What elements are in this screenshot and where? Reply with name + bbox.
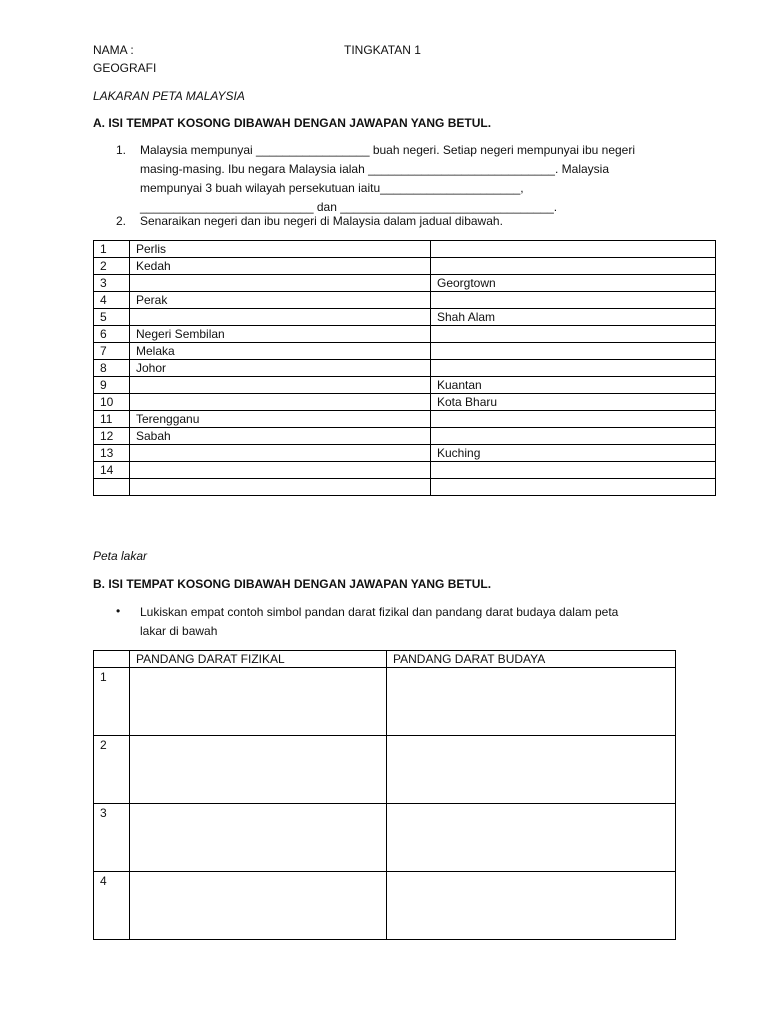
capital-cell[interactable]: Kuching — [431, 445, 716, 462]
row-number: 11 — [94, 411, 130, 428]
budaya-drawing-cell[interactable] — [387, 668, 676, 736]
row-number: 8 — [94, 360, 130, 377]
page-title: LAKARAN PETA MALAYSIA — [93, 89, 245, 103]
row-number: 2 — [94, 258, 130, 275]
fizikal-drawing-cell[interactable] — [130, 736, 387, 804]
row-number: 3 — [94, 275, 130, 292]
capital-cell[interactable] — [431, 360, 716, 377]
name-label: NAMA : — [93, 43, 134, 57]
row-number: 2 — [94, 736, 130, 804]
table-row — [94, 360, 716, 377]
subject-label: GEOGRAFI — [93, 61, 157, 75]
form-level-label: TINGKATAN 1 — [344, 43, 421, 57]
capital-cell[interactable] — [431, 411, 716, 428]
state-cell[interactable]: Perlis — [130, 241, 431, 258]
instruction-line-2: lakar di bawah — [140, 624, 218, 638]
state-cell[interactable]: Sabah — [130, 428, 431, 445]
question-1-text — [140, 141, 680, 217]
sketch-map-title: Peta lakar — [93, 549, 148, 563]
row-number: 5 — [94, 309, 130, 326]
state-cell[interactable]: Terengganu — [130, 411, 431, 428]
row-number: 4 — [94, 292, 130, 309]
capital-cell[interactable] — [431, 462, 716, 479]
instruction-line-1: Lukiskan empat contoh simbol pandan darat fizikal dan pandang darat budaya dalam peta — [140, 605, 619, 619]
question-2-number: 2. — [116, 214, 127, 228]
table-row — [94, 394, 716, 411]
question-1-line-3: mempunyai 3 buah wilayah persekutuan iaitu_____________________, — [140, 181, 524, 195]
fizikal-drawing-cell[interactable] — [130, 872, 387, 940]
state-cell[interactable] — [130, 377, 431, 394]
fizikal-drawing-cell[interactable] — [130, 804, 387, 872]
question-1-line-4: __________________________ dan ________________________________. — [140, 200, 558, 214]
question-1-line-2: masing-masing. Ibu negara Malaysia ialah ____________________________. Malaysia — [140, 162, 610, 176]
table-row — [94, 377, 716, 394]
section-b-heading: B. ISI TEMPAT KOSONG DIBAWAH DENGAN JAWAPAN YANG BETUL. — [93, 577, 492, 591]
table-row — [94, 411, 716, 428]
state-cell[interactable] — [130, 445, 431, 462]
table-row — [94, 668, 676, 736]
state-cell[interactable] — [130, 479, 431, 496]
row-number: 1 — [94, 668, 130, 736]
capital-cell[interactable] — [431, 292, 716, 309]
capital-cell[interactable] — [431, 343, 716, 360]
instruction-text — [140, 603, 680, 641]
table-row — [94, 241, 716, 258]
bullet-icon: • — [116, 604, 121, 618]
row-number — [94, 479, 130, 496]
table-row — [94, 872, 676, 940]
budaya-drawing-cell[interactable] — [387, 872, 676, 940]
capital-cell[interactable] — [431, 326, 716, 343]
fizikal-drawing-cell[interactable] — [130, 668, 387, 736]
table-row — [94, 258, 716, 275]
row-number: 3 — [94, 804, 130, 872]
row-number: 4 — [94, 872, 130, 940]
row-number: 12 — [94, 428, 130, 445]
budaya-drawing-cell[interactable] — [387, 804, 676, 872]
state-table-body — [94, 241, 716, 496]
capital-cell[interactable] — [431, 258, 716, 275]
table-row — [94, 343, 716, 360]
table-row — [94, 309, 716, 326]
row-number: 14 — [94, 462, 130, 479]
state-cell[interactable]: Kedah — [130, 258, 431, 275]
table-row — [94, 326, 716, 343]
state-cell[interactable]: Melaka — [130, 343, 431, 360]
table-row — [94, 804, 676, 872]
question-1-line-1: Malaysia mempunyai _________________ buah negeri. Setiap negeri mempunyai ibu negeri — [140, 143, 636, 157]
table-row — [94, 736, 676, 804]
state-cell[interactable] — [130, 462, 431, 479]
capital-cell[interactable] — [431, 428, 716, 445]
state-cell[interactable]: Johor — [130, 360, 431, 377]
symbol-table — [93, 650, 676, 940]
header-number-cell — [94, 651, 130, 668]
table-row — [94, 462, 716, 479]
capital-cell[interactable]: Georgtown — [431, 275, 716, 292]
capital-cell[interactable] — [431, 241, 716, 258]
state-cell[interactable]: Negeri Sembilan — [130, 326, 431, 343]
capital-cell[interactable]: Kota Bharu — [431, 394, 716, 411]
row-number: 7 — [94, 343, 130, 360]
row-number: 10 — [94, 394, 130, 411]
table-row — [94, 479, 716, 496]
table-row — [94, 275, 716, 292]
capital-cell[interactable]: Kuantan — [431, 377, 716, 394]
row-number: 6 — [94, 326, 130, 343]
header-budaya: PANDANG DARAT BUDAYA — [387, 651, 676, 668]
state-cell[interactable] — [130, 309, 431, 326]
table-row — [94, 445, 716, 462]
state-cell[interactable]: Perak — [130, 292, 431, 309]
row-number: 9 — [94, 377, 130, 394]
table-row — [94, 292, 716, 309]
state-cell[interactable] — [130, 394, 431, 411]
header-fizikal: PANDANG DARAT FIZIKAL — [130, 651, 387, 668]
row-number: 13 — [94, 445, 130, 462]
state-capital-table — [93, 240, 716, 496]
row-number: 1 — [94, 241, 130, 258]
table-row — [94, 428, 716, 445]
capital-cell[interactable]: Shah Alam — [431, 309, 716, 326]
state-cell[interactable] — [130, 275, 431, 292]
section-a-heading: A. ISI TEMPAT KOSONG DIBAWAH DENGAN JAWAPAN YANG BETUL. — [93, 116, 492, 130]
question-2-text: Senaraikan negeri dan ibu negeri di Malaysia dalam jadual dibawah. — [140, 214, 503, 228]
question-1-number: 1. — [116, 143, 127, 157]
capital-cell[interactable] — [431, 479, 716, 496]
table-header-row — [94, 651, 676, 668]
budaya-drawing-cell[interactable] — [387, 736, 676, 804]
